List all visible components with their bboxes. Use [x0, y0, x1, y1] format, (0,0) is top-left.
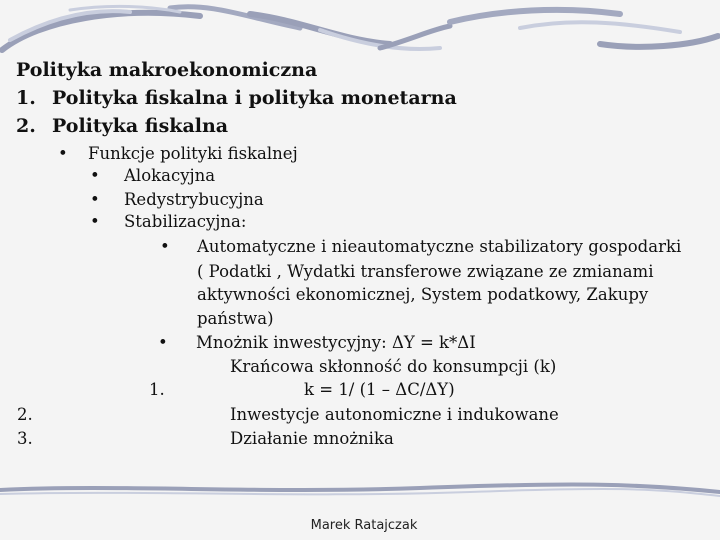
multiplier-sub-number: 1.: [149, 380, 165, 399]
bullet-dot: •: [158, 333, 168, 352]
function-item: Stabilizacyjna:: [124, 212, 247, 231]
top-decoration: [0, 0, 720, 60]
multiplier-text: Mnożnik inwestycyjny: ΔY = k*ΔI: [196, 333, 476, 352]
stabilizers-line: Automatyczne i nieautomatyczne stabilizatory gospodarki: [197, 237, 682, 256]
bullet-dot: •: [90, 190, 100, 209]
multiplier-formula: k = 1/ (1 – ΔC/ΔY): [304, 380, 455, 399]
multiplier-sub-item: Działanie mnożnika: [230, 429, 394, 448]
functions-heading: Funkcje polityki fiskalnej: [88, 144, 298, 163]
bullet-dot: •: [58, 144, 68, 163]
item-2-number: 2.: [16, 115, 36, 137]
function-item: Alokacyjna: [124, 166, 216, 185]
bottom-decoration: [0, 478, 720, 502]
multiplier-sub-number: 2.: [17, 405, 33, 424]
item-1-text: Polityka fiskalna i polityka monetarna: [52, 87, 457, 109]
multiplier-sub-item: Krańcowa skłonność do konsumpcji (k): [230, 357, 557, 376]
function-item: Redystrybucyjna: [124, 190, 264, 209]
stabilizers-line: aktywności ekonomicznej, System podatkowy, Zakupy: [197, 285, 649, 304]
stabilizers-line: ( Podatki , Wydatki transferowe związane ze zmianami: [197, 262, 654, 281]
multiplier-sub-number: 3.: [17, 429, 33, 448]
slide-title: Polityka makroekonomiczna: [16, 59, 318, 81]
bullet-dot: •: [90, 166, 100, 185]
item-2-text: Polityka fiskalna: [52, 115, 229, 137]
item-1-number: 1.: [16, 87, 36, 109]
multiplier-sub-item: Inwestycje autonomiczne i indukowane: [230, 405, 559, 424]
bullet-dot: •: [90, 212, 100, 231]
footer-author: Marek Ratajczak: [310, 518, 418, 533]
stabilizers-line: państwa): [197, 309, 274, 328]
bullet-dot: •: [160, 237, 170, 256]
